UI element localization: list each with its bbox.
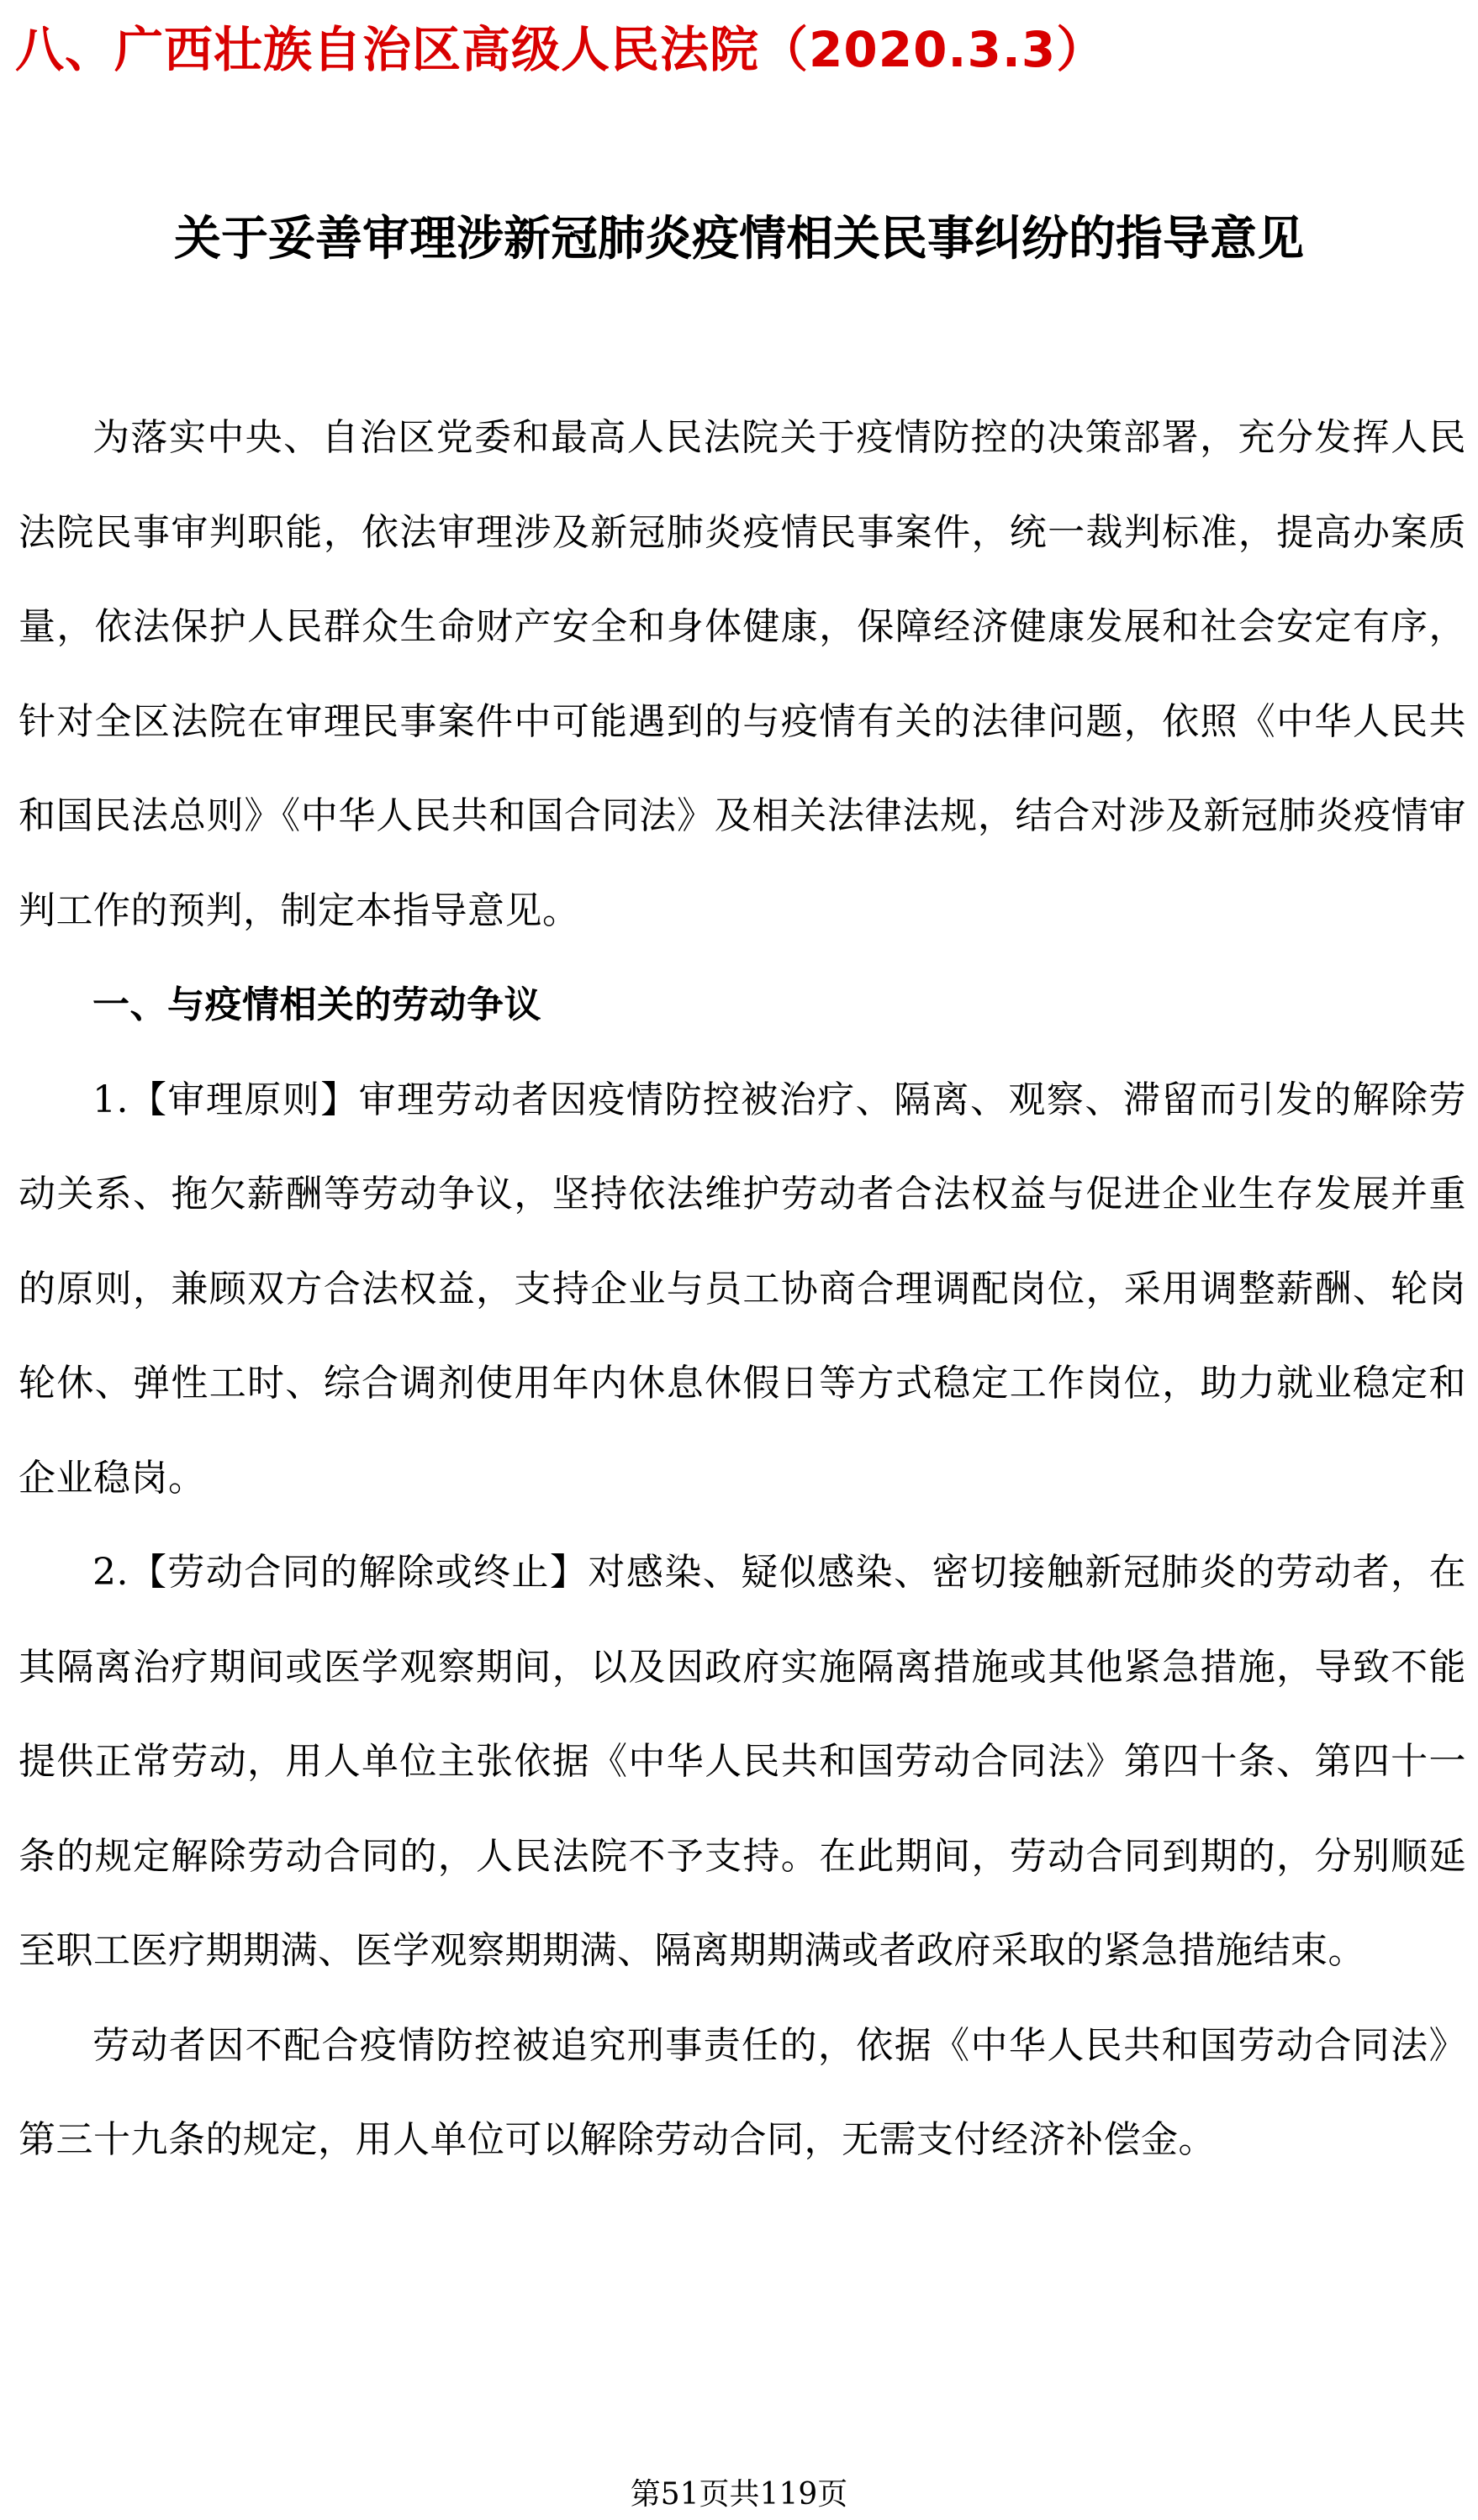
section-heading: 八、广西壮族自治区高级人民法院（2020.3.3）: [15, 21, 1106, 78]
paragraph-article-2: 2.【劳动合同的解除或终止】对感染、疑似感染、密切接触新冠肺炎的劳动者，在其隔离治疗期间或医学观察期间，以及因政府实施隔离措施或其他紧急措施，导致不能提供正常劳动，用人单位主张依据《中华人民共和国劳动合同法》第四十条、第四十一条的规定解除劳动合同的，人民法院不予支持。在此期间，劳动合同到期的，分别顺延至职工医疗期期满、医学观察期期满、隔离期期满或者政府采取的紧急措施结束。: [18, 1551, 1466, 1972]
page-number-footer: 第51页共119页: [630, 2477, 848, 2512]
paragraph-article-1: 1.【审理原则】审理劳动者因疫情防控被治疗、隔离、观察、滞留而引发的解除劳动关系、拖欠薪酬等劳动争议，坚持依法维护劳动者合法权益与促进企业生存发展并重的原则，兼顾双方合法权益，支持企业与员工协商合理调配岗位，采用调整薪酬、轮岗轮休、弹性工时、综合调剂使用年内休息休假日等方式稳定工作岗位，助力就业稳定和企业稳岗。: [18, 1078, 1466, 1500]
paragraph-article-2-continued: 劳动者因不配合疫情防控被追究刑事责任的，依据《中华人民共和国劳动合同法》第三十九条的规定，用人单位可以解除劳动合同，无需支付经济补偿金。: [18, 2023, 1466, 2161]
paragraph-preamble: 为落实中央、自治区党委和最高人民法院关于疫情防控的决策部署，充分发挥人民法院民事审判职能，依法审理涉及新冠肺炎疫情民事案件，统一裁判标准，提高办案质量，依法保护人民群众生命财产安全和身体健康，保障经济健康发展和社会安定有序，针对全区法院在审理民事案件中可能遇到的与疫情有关的法律问题，依照《中华人民共和国民法总则》《中华人民共和国合同法》及相关法律法规，结合对涉及新冠肺炎疫情审判工作的预判，制定本指导意见。: [18, 416, 1466, 932]
document-body: [18, 391, 1466, 2188]
document-title: 关于妥善审理涉新冠肺炎疫情相关民事纠纷的指导意见: [174, 212, 1304, 266]
subheading-labor-disputes: 一、与疫情相关的劳动争议: [92, 983, 541, 1026]
